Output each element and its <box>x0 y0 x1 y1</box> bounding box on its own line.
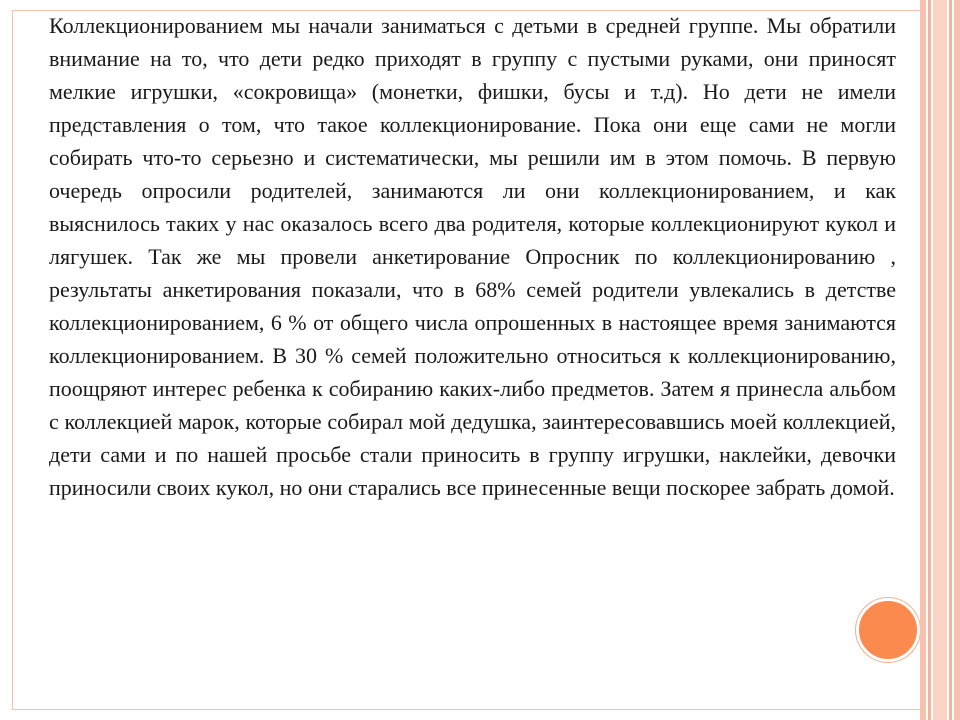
stripe <box>949 0 952 720</box>
decorative-stripes <box>920 0 960 720</box>
stripe <box>920 0 926 720</box>
slide-body-text: Коллекционированием мы начали заниматься с детьми в средней группе. Мы обратили внимание на то, что дети редко приходят в группу с пустыми руками, они приносят мелкие игрушки, «сокровища» (монетки, фишки, бусы и т.д). Но дети не имели представления о том, что такое коллекционирование. Пока они еще сами не могли собирать что-то серьезно и систематически, мы решили им в этом помочь. В первую очередь опросили родителей, занимаются ли они коллекционированием, и как выяснилось таких у нас оказалось всего два родителя, которые коллекционируют кукол и лягушек. Так же мы провели анкетирование Опросник по коллекционированию , результаты анкетирования показали, что в 68% семей родители увлекались в детстве коллекционированием, 6 % от общего числа опрошенных в настоящее время занимаются коллекционированием. В 30 % семей положительно относиться к коллекционированию, поощряют интерес ребенка к собиранию каких-либо предметов. Затем я принесла альбом с коллекцией марок, которые собирал мой дедушка, заинтересовавшись моей коллекцией, дети сами и по нашей просьбе стали приносить в группу игрушки, наклейки, девочки приносили своих кукол, но они старались все принесенные вещи поскорее забрать домой. <box>49 13 896 500</box>
stripe <box>933 0 947 720</box>
slide-bottom-border <box>12 709 924 710</box>
slide-left-border <box>12 10 13 710</box>
decorative-circle-icon <box>856 598 920 662</box>
stripe <box>954 0 960 720</box>
stripe <box>928 0 931 720</box>
